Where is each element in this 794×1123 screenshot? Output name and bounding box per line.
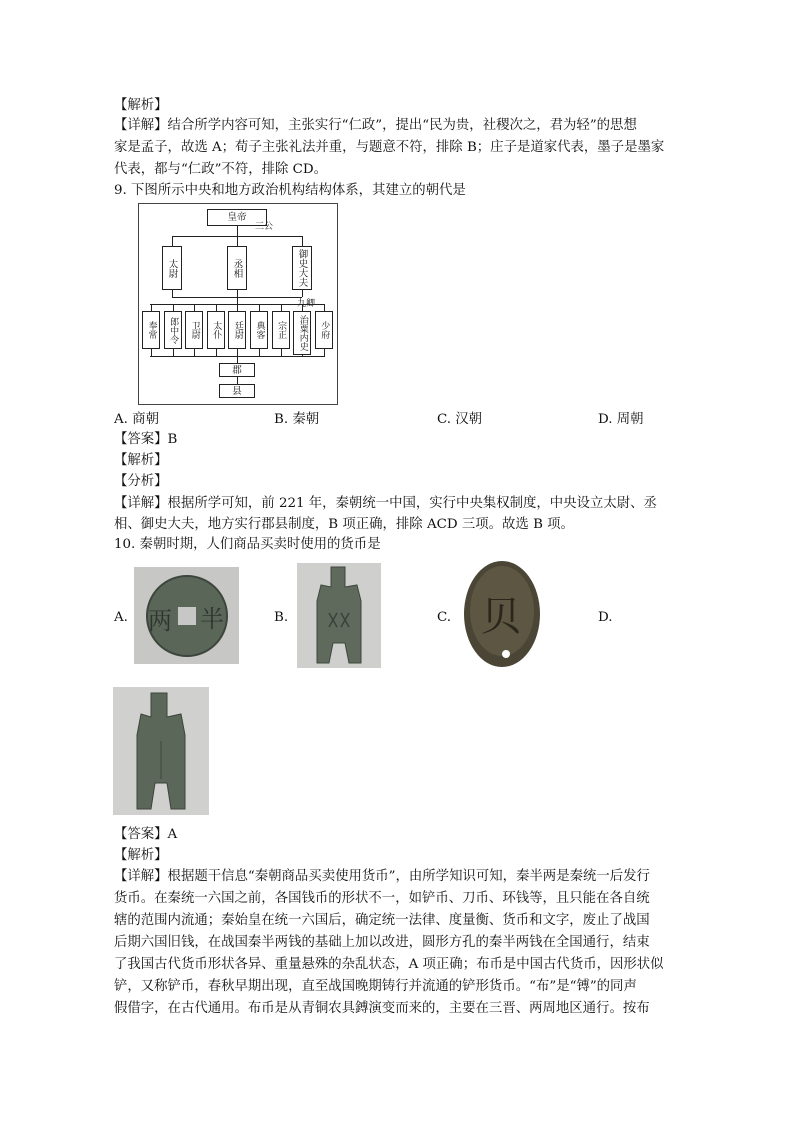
chart-box-jiuqing: 典客 [250, 311, 268, 349]
xiangjie-10-line: 后期六国旧钱，在战国秦半两钱的基础上加以改进，圆形方孔的秦半两钱在全国通行，结束 [114, 935, 650, 950]
answer-9: 【答案】B [114, 432, 178, 447]
jiexi-heading-1: 【解析】 [114, 98, 168, 113]
option-c-label: C. [437, 610, 452, 625]
xiangjie-line: 代表，都与“仁政”不符，排除 CD。 [114, 162, 328, 177]
question-9: 9. 下图所示中央和地方政治机构结构体系，其建立的朝代是 [114, 183, 466, 198]
xiangjie-10-line: 假借字，在古代通用。布币是从青铜农具鎛演变而来的，主要在三晋、两周地区通行。按布 [114, 1001, 650, 1016]
chart-box-sangong: 丞相 [227, 246, 247, 290]
chart-box-jiuqing: 宗正 [272, 311, 290, 349]
answer-10: 【答案】A [114, 827, 178, 842]
political-structure-chart [138, 203, 338, 405]
xiangjie-10-line: 了我国古代货币形状各异、重量悬殊的杂乱状态，A 项正确；布币是中国古代货币，因形状似 [114, 957, 664, 972]
xiangjie-10-line: 货币。在秦统一六国之前，各国钱币的形状不一，如铲币、刀币、环钱等，且只能在各自统 [114, 891, 650, 906]
chart-box-jiuqing: 太仆 [207, 311, 225, 349]
option-a: A. 商朝 [114, 412, 159, 427]
chart-box-sangong: 太尉 [162, 246, 182, 290]
option-d-label: D. [598, 610, 613, 625]
xiangjie-10-line: 【详解】根据题干信息“秦朝商品买卖使用货币”，由所学知识可知，秦半两是秦统一后发行 [114, 869, 650, 884]
shell-coin-image [461, 559, 544, 670]
fenxi-heading-9: 【分析】 [114, 474, 168, 489]
xiangjie-line: 【详解】结合所学内容可知，主张实行“仁政”，提出“民为贵，社稷次之，君为轻”的思想 [114, 118, 637, 133]
option-b-label: B. [274, 610, 289, 625]
option-d: D. 周朝 [598, 412, 644, 427]
chart-box-emperor: 皇帝 [207, 209, 267, 226]
option-a-label: A. [114, 610, 128, 625]
spade-coin-large-image [113, 687, 209, 815]
option-c: C. 汉朝 [437, 412, 483, 427]
coin-char: 贝 [481, 594, 521, 640]
chart-box-jun: 郡 [219, 363, 255, 377]
xiangjie-10-line: 铲，又称铲币，春秋早期出现，直至战国晚期铸行并流通的铲形货币。“布”是“镈”的同声 [114, 979, 637, 994]
chart-label-jiuqing: 九卿 [297, 299, 316, 309]
xiangjie-line: 家是孟子，故选 A；荀子主张礼法并重，与题意不符，排除 B；庄子是道家代表，墨子是墨家 [114, 140, 665, 155]
spade-coin-image [297, 563, 381, 668]
coin-char: 半 [200, 605, 224, 633]
coin-char: 两 [148, 607, 172, 635]
question-10: 10. 秦朝时期，人们商品买卖时使用的货币是 [114, 537, 381, 552]
xiangjie-10-line: 辖的范围内流通；秦始皇在统一六国后，确定统一法律、度量衡、货币和文字，废止了战国 [114, 913, 650, 928]
chart-box-xian: 县 [219, 384, 255, 398]
chart-box-jiuqing: 奉常 [142, 311, 160, 349]
chart-box-jiuqing: 治粟内史 [293, 311, 311, 355]
jiexi-heading-9: 【解析】 [114, 453, 168, 468]
chart-box-jiuqing: 少府 [315, 311, 333, 349]
xiangjie-9-cont: 相、御史大夫，地方实行郡县制度，B 项正确，排除 ACD 三项。故选 B 项。 [114, 517, 574, 532]
option-b: B. 秦朝 [274, 412, 320, 427]
jiexi-heading-10: 【解析】 [114, 848, 168, 863]
chart-box-sangong: 御史大夫 [292, 246, 312, 290]
xiangjie-9: 【详解】根据所学可知，前 221 年，秦朝统一中国，实行中央集权制度，中央设立太尉、丞 [114, 496, 657, 511]
chart-box-jiuqing: 廷尉 [228, 311, 246, 349]
banliang-coin-image [134, 567, 239, 664]
chart-box-jiuqing: 郎中令 [164, 311, 182, 349]
chart-label-sangong: 三公 [255, 222, 274, 232]
chart-box-jiuqing: 卫尉 [185, 311, 203, 349]
